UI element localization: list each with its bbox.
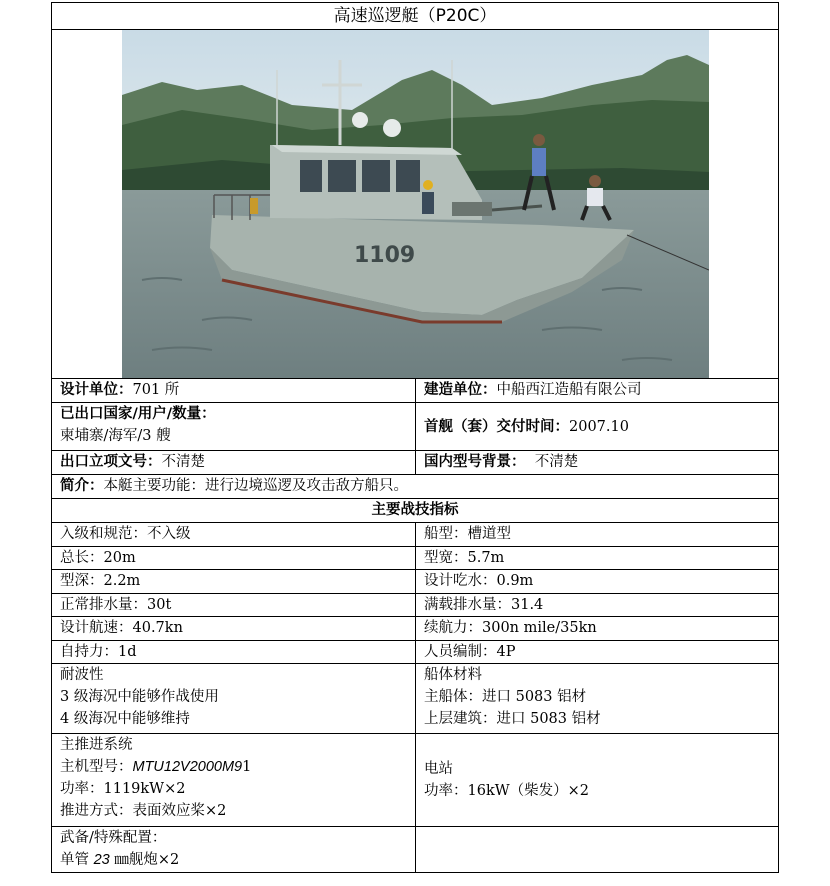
delivery-value: 2007.10: [569, 418, 629, 435]
builder-label: 建造单位：: [424, 382, 497, 398]
engine-model: MTU12V2000M9: [132, 759, 243, 775]
spec-power-plant: [416, 734, 779, 827]
material-title: 船体材料: [424, 667, 482, 683]
export-value: 柬埔寨/海军/3 艘: [60, 428, 171, 444]
domestic-value: 不清楚: [534, 454, 579, 470]
seakeeping-line-2: 4 级海况中能够维持: [60, 711, 190, 727]
spec-armament: [52, 827, 416, 873]
docno-cell: [52, 451, 416, 475]
armament-caliber: 23: [93, 852, 110, 868]
spec-beam: 型宽：5.7m: [416, 547, 779, 570]
export-cell: [52, 403, 416, 451]
engine-label: 主机型号：: [60, 759, 133, 775]
seakeeping-title: 耐波性: [60, 667, 104, 683]
seakeeping-line-1: 3 级海况中能够作战使用: [60, 689, 219, 705]
plant-power: 功率：16kW（柴发）×2: [424, 783, 590, 799]
spec-full-disp: 满载排水量：31.4: [416, 594, 779, 617]
spec-hull-type: 船型：槽道型: [416, 523, 779, 547]
spec-sheet: [51, 2, 778, 873]
plant-title: 电站: [424, 761, 453, 777]
armament-title: 武备/特殊配置：: [60, 830, 167, 846]
domestic-cell: [416, 451, 779, 475]
material-line-1: 主船体：进口 5083 铝材: [424, 689, 587, 705]
docno-label: 出口立项文号：: [60, 454, 162, 470]
intro-cell: [52, 475, 779, 499]
photo-cell: [52, 30, 779, 379]
builder-cell: [416, 379, 779, 403]
designer-value: 701 所: [132, 382, 180, 398]
spec-material: [416, 664, 779, 734]
material-line-2: 上层建筑：进口 5083 铝材: [424, 711, 601, 727]
empty-cell: [416, 827, 779, 873]
export-label: 已出口国家/用户/数量：: [60, 406, 216, 422]
armament-prefix: 单管: [60, 852, 94, 868]
spec-propulsion: [52, 734, 416, 827]
engine-power: 功率：1119kW×2: [60, 781, 186, 797]
engine-line: [60, 756, 407, 778]
armament-line: [60, 849, 407, 871]
engine-suffix: 1: [242, 759, 252, 775]
spec-class: 入级和规范：不入级: [52, 523, 416, 547]
spec-speed: 设计航速：40.7kn: [52, 617, 416, 641]
spec-normal-disp: 正常排水量：30t: [52, 594, 416, 617]
spec-range: 续航力：300n mile/35kn: [416, 617, 779, 641]
delivery-cell: [416, 403, 779, 451]
docno-value: 不清楚: [161, 454, 205, 470]
armament-suffix: ㎜舰炮×2: [109, 852, 180, 868]
intro-value: 本艇主要功能：进行边境巡逻及攻击敌方船只。: [103, 478, 408, 494]
spec-depth: 型深：2.2m: [52, 570, 416, 594]
spec-seakeeping: [52, 664, 416, 734]
boat-photo: [122, 30, 709, 378]
spec-draft: 设计吃水：0.9m: [416, 570, 779, 594]
spec-endurance: 自持力：1d: [52, 641, 416, 664]
page-title: 高速巡逻艇（P20C）: [52, 3, 779, 30]
spec-table: [51, 2, 779, 873]
designer-cell: [52, 379, 416, 403]
domestic-label: 国内型号背景：: [424, 454, 526, 470]
spec-length: 总长：20m: [52, 547, 416, 570]
designer-label: 设计单位：: [60, 382, 133, 398]
builder-value: 中船西江造船有限公司: [496, 382, 642, 398]
spec-crew: 人员编制：4P: [416, 641, 779, 664]
hull-number: 1109: [353, 243, 415, 268]
delivery-label: 首舰（套）交付时间：: [424, 418, 569, 435]
specs-header: 主要战技指标: [52, 499, 779, 523]
propulsion-title: 主推进系统: [60, 737, 133, 753]
propulsor: 推进方式：表面效应桨×2: [60, 803, 227, 819]
intro-label: 简介：: [60, 478, 104, 494]
